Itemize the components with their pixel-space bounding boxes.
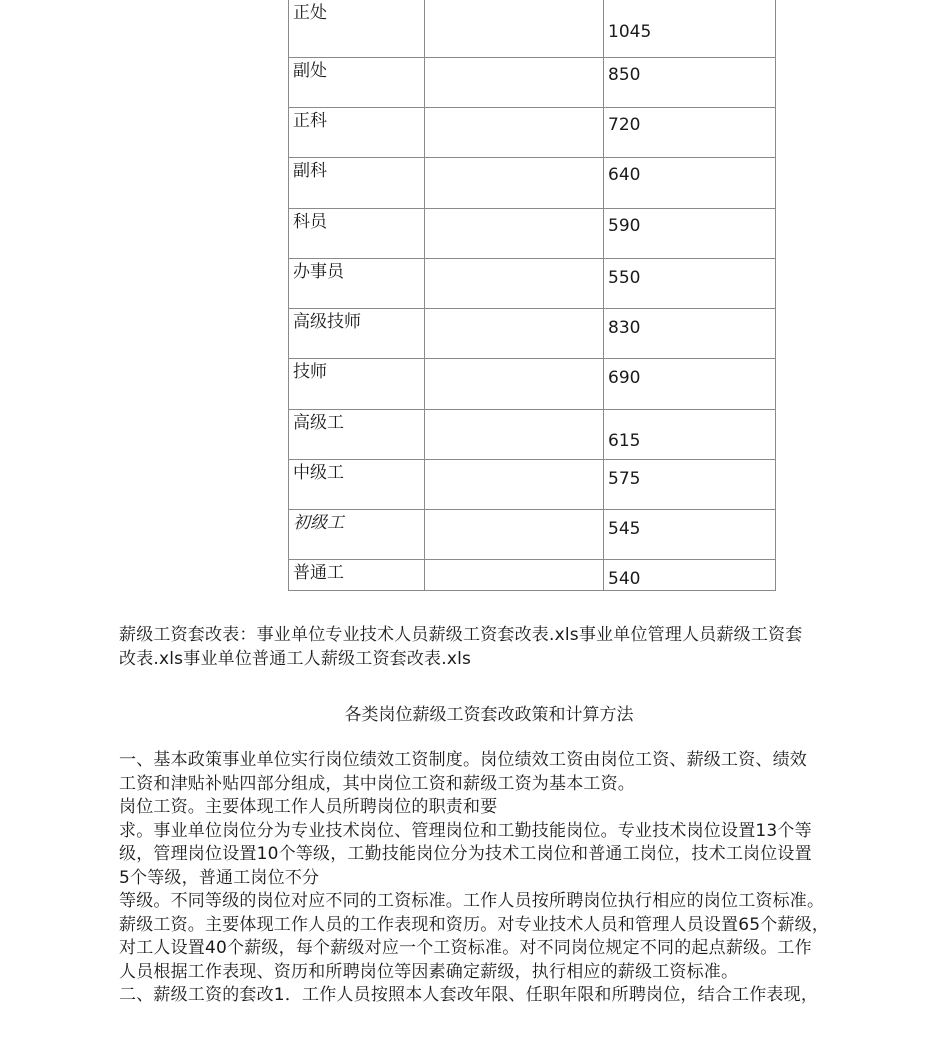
- grade-cell: [289, 108, 425, 158]
- table-row: [289, 510, 776, 560]
- body-line: 5个等级，普通工岗位不分: [119, 867, 320, 888]
- value-cell: [604, 460, 776, 510]
- empty-cell: [425, 0, 604, 58]
- table-row: [289, 108, 776, 158]
- grade-name: 中级工: [293, 463, 344, 483]
- empty-cell: [425, 259, 604, 309]
- table-row: [289, 58, 776, 108]
- grade-cell: [289, 58, 425, 108]
- table-row: [289, 309, 776, 359]
- table-row: [289, 410, 776, 460]
- body-line: 一、基本政策事业单位实行岗位绩效工资制度。岗位绩效工资由岗位工资、薪级工资、绩效: [119, 750, 807, 770]
- value-cell: [604, 158, 776, 209]
- grade-value: 615: [608, 431, 641, 451]
- table-row: [289, 460, 776, 510]
- grade-cell: [289, 209, 425, 259]
- body-line: 岗位工资。主要体现工作人员所聘岗位的职责和要: [119, 797, 498, 817]
- value-cell: [604, 560, 776, 591]
- body-line: 求。事业单位岗位分为专业技术岗位、管理岗位和工勤技能岗位。专业技术岗位设置13个等: [119, 820, 812, 841]
- grade-value: 850: [608, 65, 641, 85]
- grade-value: 575: [608, 469, 641, 489]
- empty-cell: [425, 359, 604, 410]
- grade-name: 高级工: [293, 413, 344, 433]
- table-row: [289, 259, 776, 309]
- empty-cell: [425, 309, 604, 359]
- grade-cell: [289, 410, 425, 460]
- empty-cell: [425, 58, 604, 108]
- table-row: [289, 209, 776, 259]
- salary-grade-table: [288, 0, 776, 591]
- empty-cell: [425, 108, 604, 158]
- grade-value: 540: [608, 569, 641, 589]
- empty-cell: [425, 158, 604, 209]
- grade-value: 640: [608, 165, 641, 185]
- table-row: [289, 359, 776, 410]
- grade-name: 初级工: [293, 513, 344, 533]
- empty-cell: [425, 510, 604, 560]
- empty-cell: [425, 410, 604, 460]
- grade-cell: [289, 460, 425, 510]
- body-line: 薪级工资。主要体现工作人员的工作表现和资历。对专业技术人员和管理人员设置65个薪级，: [119, 914, 830, 935]
- body-line: 对工人设置40个薪级，每个薪级对应一个工资标准。对不同岗位规定不同的起点薪级。工作: [119, 938, 812, 958]
- empty-cell: [425, 560, 604, 591]
- value-cell: [604, 309, 776, 359]
- empty-cell: [425, 209, 604, 259]
- grade-value: 590: [608, 216, 641, 236]
- grade-name: 办事员: [293, 262, 344, 282]
- value-cell: [604, 359, 776, 410]
- body-line: 级，管理岗位设置10个等级，工勤技能岗位分为技术工岗位和普通工岗位，技术工岗位设置: [119, 844, 812, 864]
- grade-cell: [289, 158, 425, 209]
- body-line: 等级。不同等级的岗位对应不同的工资标准。工作人员按所聘岗位执行相应的岗位工资标准。: [119, 891, 825, 911]
- grade-cell: [289, 560, 425, 591]
- value-cell: [604, 209, 776, 259]
- grade-value: 1045: [608, 22, 652, 42]
- grade-value: 690: [608, 368, 641, 388]
- attachments-paragraph: [119, 624, 934, 671]
- grade-name: 正科: [293, 111, 327, 131]
- value-cell: [604, 410, 776, 460]
- grade-name: 普通工: [293, 563, 344, 583]
- section-title: 各类岗位薪级工资套改政策和计算方法: [344, 705, 634, 725]
- table-row: [289, 560, 776, 591]
- grade-name: 副处: [293, 61, 327, 81]
- grade-value: 830: [608, 318, 641, 338]
- table-row: [289, 158, 776, 209]
- value-cell: [604, 510, 776, 560]
- value-cell: [604, 58, 776, 108]
- value-cell: [604, 259, 776, 309]
- attachments-line-2: 改表.xls事业单位普通工人薪级工资套改表.xls: [119, 648, 472, 669]
- grade-name: 高级技师: [293, 312, 361, 332]
- value-cell: [604, 108, 776, 158]
- table-row: [289, 0, 776, 58]
- grade-name: 科员: [293, 212, 327, 232]
- body-line: 二、薪级工资的套改1．工作人员按照本人套改年限、任职年限和所聘岗位，结合工作表现，: [119, 985, 819, 1005]
- grade-name: 正处: [293, 3, 327, 23]
- body-text: [119, 749, 934, 1008]
- grade-cell: [289, 309, 425, 359]
- value-cell: [604, 0, 776, 58]
- grade-name: 技师: [293, 362, 327, 382]
- grade-cell: [289, 359, 425, 410]
- grade-value: 720: [608, 115, 641, 135]
- grade-name: 副科: [293, 161, 327, 181]
- attachments-line-1: 薪级工资套改表：事业单位专业技术人员薪级工资套改表.xls事业单位管理人员薪级工资套: [119, 625, 803, 645]
- grade-cell: [289, 510, 425, 560]
- grade-value: 545: [608, 519, 641, 539]
- empty-cell: [425, 460, 604, 510]
- body-line: 工资和津贴补贴四部分组成，其中岗位工资和薪级工资为基本工资。: [119, 773, 635, 794]
- grade-value: 550: [608, 268, 641, 288]
- body-line: 人员根据工作表现、资历和所聘岗位等因素确定薪级，执行相应的薪级工资标准。: [119, 961, 739, 982]
- grade-cell: [289, 259, 425, 309]
- grade-cell: [289, 0, 425, 58]
